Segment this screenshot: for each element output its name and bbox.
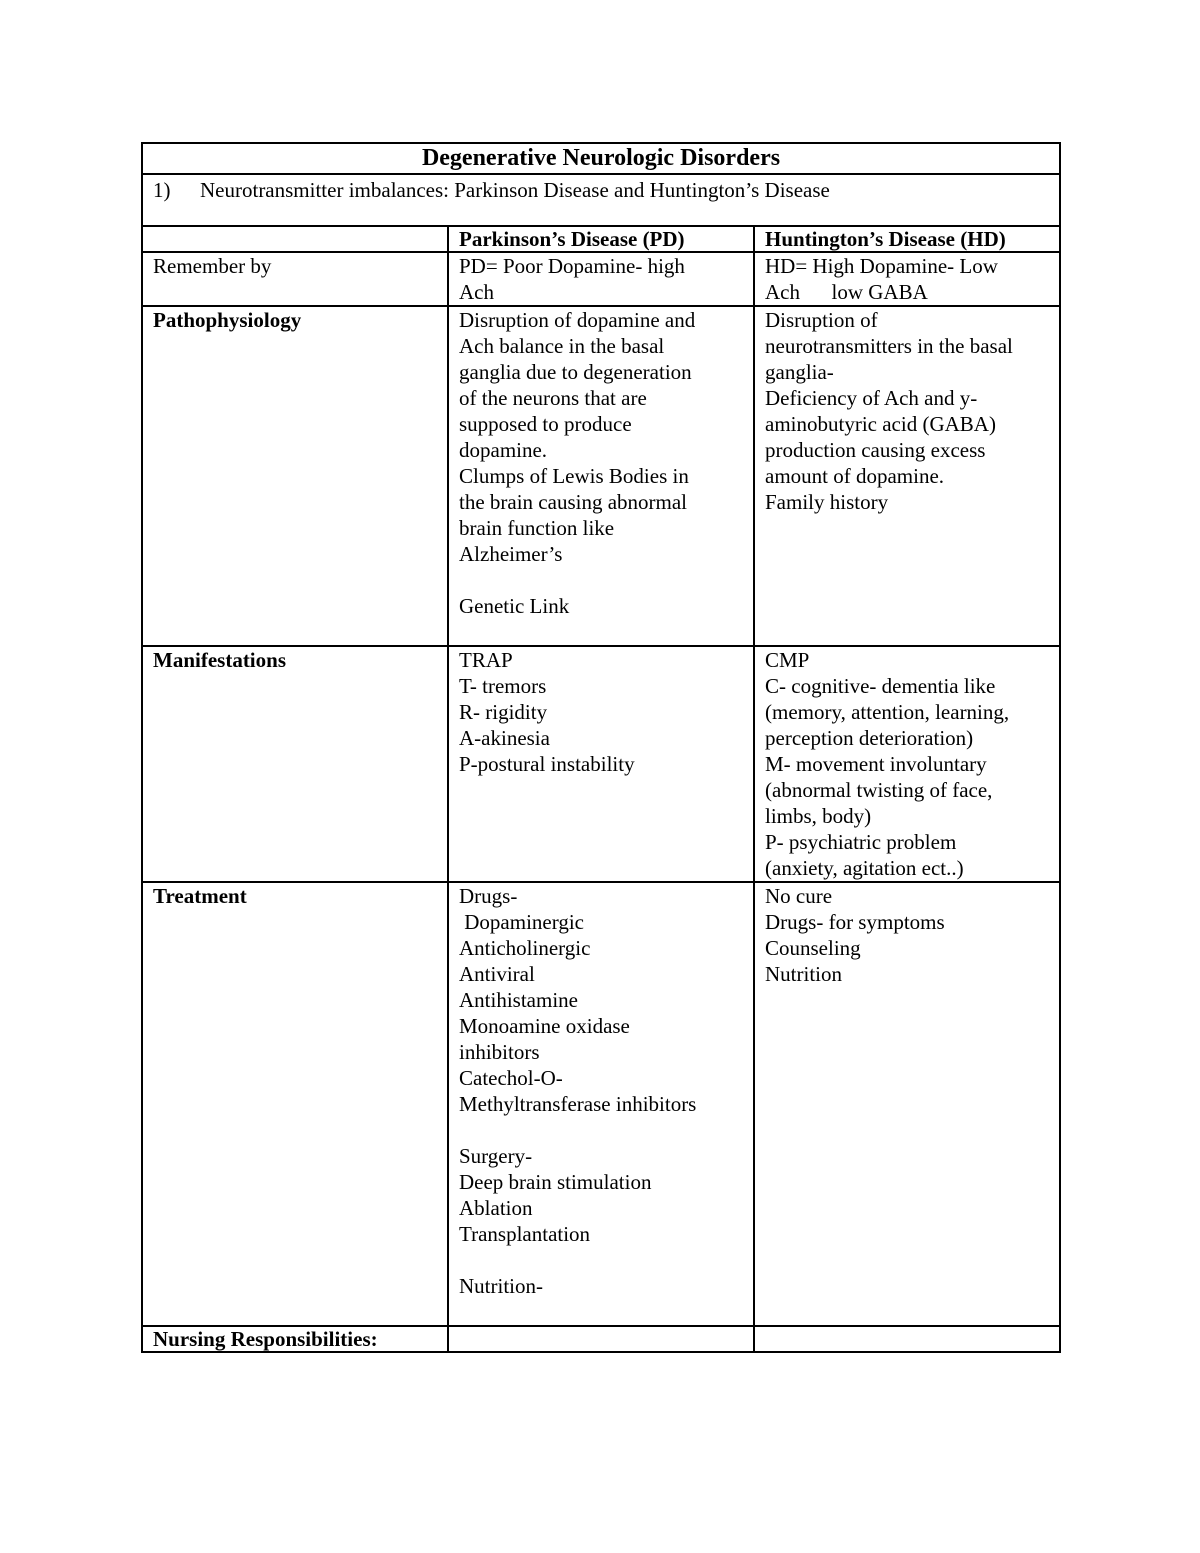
- section-heading: [142, 174, 1060, 226]
- cell-line: CMP: [765, 648, 810, 672]
- cell-line: Nutrition: [765, 962, 842, 986]
- cell-line: limbs, body): [765, 804, 872, 828]
- header-huntingtons: Huntington’s Disease (HD): [754, 226, 1060, 252]
- cell-line: Counseling: [765, 936, 861, 960]
- cell-line: TRAP: [459, 648, 513, 672]
- subtitle-row: [142, 174, 1060, 226]
- cell-line: A-akinesia: [459, 726, 550, 750]
- cell-line: Transplantation: [459, 1222, 591, 1246]
- cell-line: Monoamine oxidase: [459, 1014, 630, 1038]
- pd-cell: [448, 646, 754, 882]
- cell-line: Ablation: [459, 1196, 533, 1220]
- cell-line: aminobutyric acid (GABA): [765, 412, 996, 436]
- hd-cell: [754, 646, 1060, 882]
- section-number: 1): [153, 178, 171, 202]
- title-row: [142, 143, 1060, 174]
- row-label: Nursing Responsibilities:: [142, 1326, 448, 1352]
- cell-line: Nutrition-: [459, 1274, 543, 1298]
- hd-cell: [754, 1326, 1060, 1352]
- cell-line: of the neurons that are: [459, 386, 647, 410]
- cell-line: inhibitors: [459, 1040, 540, 1064]
- cell-line: Disruption of: [765, 308, 878, 332]
- header-parkinsons: Parkinson’s Disease (PD): [448, 226, 754, 252]
- cell-line: P-postural instability: [459, 752, 635, 776]
- cell-line: P- psychiatric problem: [765, 830, 957, 854]
- pd-cell: [448, 306, 754, 646]
- cell-line: T- tremors: [459, 674, 547, 698]
- pd-cell: [448, 252, 754, 306]
- row-treatment: [142, 882, 1060, 1326]
- cell-line: dopamine.: [459, 438, 548, 462]
- cell-line: Antihistamine: [459, 988, 578, 1012]
- cell-line: Antiviral: [459, 962, 535, 986]
- cell-line: neurotransmitters in the basal: [765, 334, 1013, 358]
- disorders-table: [141, 142, 1061, 1353]
- cell-line: C- cognitive- dementia like: [765, 674, 996, 698]
- row-pathophysiology: [142, 306, 1060, 646]
- row-remember-by: [142, 252, 1060, 306]
- cell-line: (abnormal twisting of face,: [765, 778, 993, 802]
- cell-line: Dopaminergic: [459, 910, 584, 934]
- cell-line: Alzheimer’s: [459, 542, 563, 566]
- column-header-row: [142, 226, 1060, 252]
- cell-line: Deep brain stimulation: [459, 1170, 652, 1194]
- cell-line: Deficiency of Ach and y-: [765, 386, 978, 410]
- row-label: Manifestations: [142, 646, 448, 882]
- cell-line: M- movement involuntary: [765, 752, 987, 776]
- cell-line: Disruption of dopamine and: [459, 308, 696, 332]
- row-nursing-responsibilities: [142, 1326, 1060, 1352]
- cell-line: PD= Poor Dopamine- high: [459, 254, 685, 278]
- cell-line: Genetic Link: [459, 594, 570, 618]
- cell-line: the brain causing abnormal: [459, 490, 688, 514]
- row-manifestations: [142, 646, 1060, 882]
- cell-line: R- rigidity: [459, 700, 548, 724]
- cell-line: [459, 567, 743, 593]
- cell-line: amount of dopamine.: [765, 464, 945, 488]
- hd-cell: [754, 252, 1060, 306]
- cell-line: Methyltransferase inhibitors: [459, 1092, 697, 1116]
- cell-line: Ach: [459, 280, 494, 304]
- cell-line: HD= High Dopamine- Low: [765, 254, 998, 278]
- cell-line: Anticholinergic: [459, 936, 591, 960]
- cell-line: Family history: [765, 490, 889, 514]
- row-label: Remember by: [142, 252, 448, 306]
- cell-line: [459, 1117, 743, 1143]
- cell-line: Drugs- for symptoms: [765, 910, 945, 934]
- section-heading-text: Neurotransmitter imbalances: Parkinson Disease and Huntington’s Disease: [200, 178, 830, 202]
- cell-line: supposed to produce: [459, 412, 632, 436]
- cell-line: Drugs-: [459, 884, 518, 908]
- row-label: Treatment: [142, 882, 448, 1326]
- document-title: Degenerative Neurologic Disorders: [142, 143, 1060, 174]
- cell-line: Ach low GABA: [765, 280, 928, 304]
- hd-cell: [754, 882, 1060, 1326]
- pd-cell: [448, 882, 754, 1326]
- hd-cell: [754, 306, 1060, 646]
- cell-line: production causing excess: [765, 438, 986, 462]
- cell-line: (anxiety, agitation ect..): [765, 856, 964, 880]
- header-empty-cell: [142, 226, 448, 252]
- cell-line: perception deterioration): [765, 726, 974, 750]
- cell-line: Surgery-: [459, 1144, 533, 1168]
- cell-line: Ach balance in the basal: [459, 334, 665, 358]
- cell-line: ganglia-: [765, 360, 834, 384]
- cell-line: (memory, attention, learning,: [765, 700, 1010, 724]
- cell-line: No cure: [765, 884, 833, 908]
- cell-line: Catechol-O-: [459, 1066, 563, 1090]
- row-label: Pathophysiology: [142, 306, 448, 646]
- cell-line: ganglia due to degeneration: [459, 360, 692, 384]
- cell-line: brain function like: [459, 516, 615, 540]
- cell-line: Clumps of Lewis Bodies in: [459, 464, 689, 488]
- pd-cell: [448, 1326, 754, 1352]
- cell-line: [459, 1247, 743, 1273]
